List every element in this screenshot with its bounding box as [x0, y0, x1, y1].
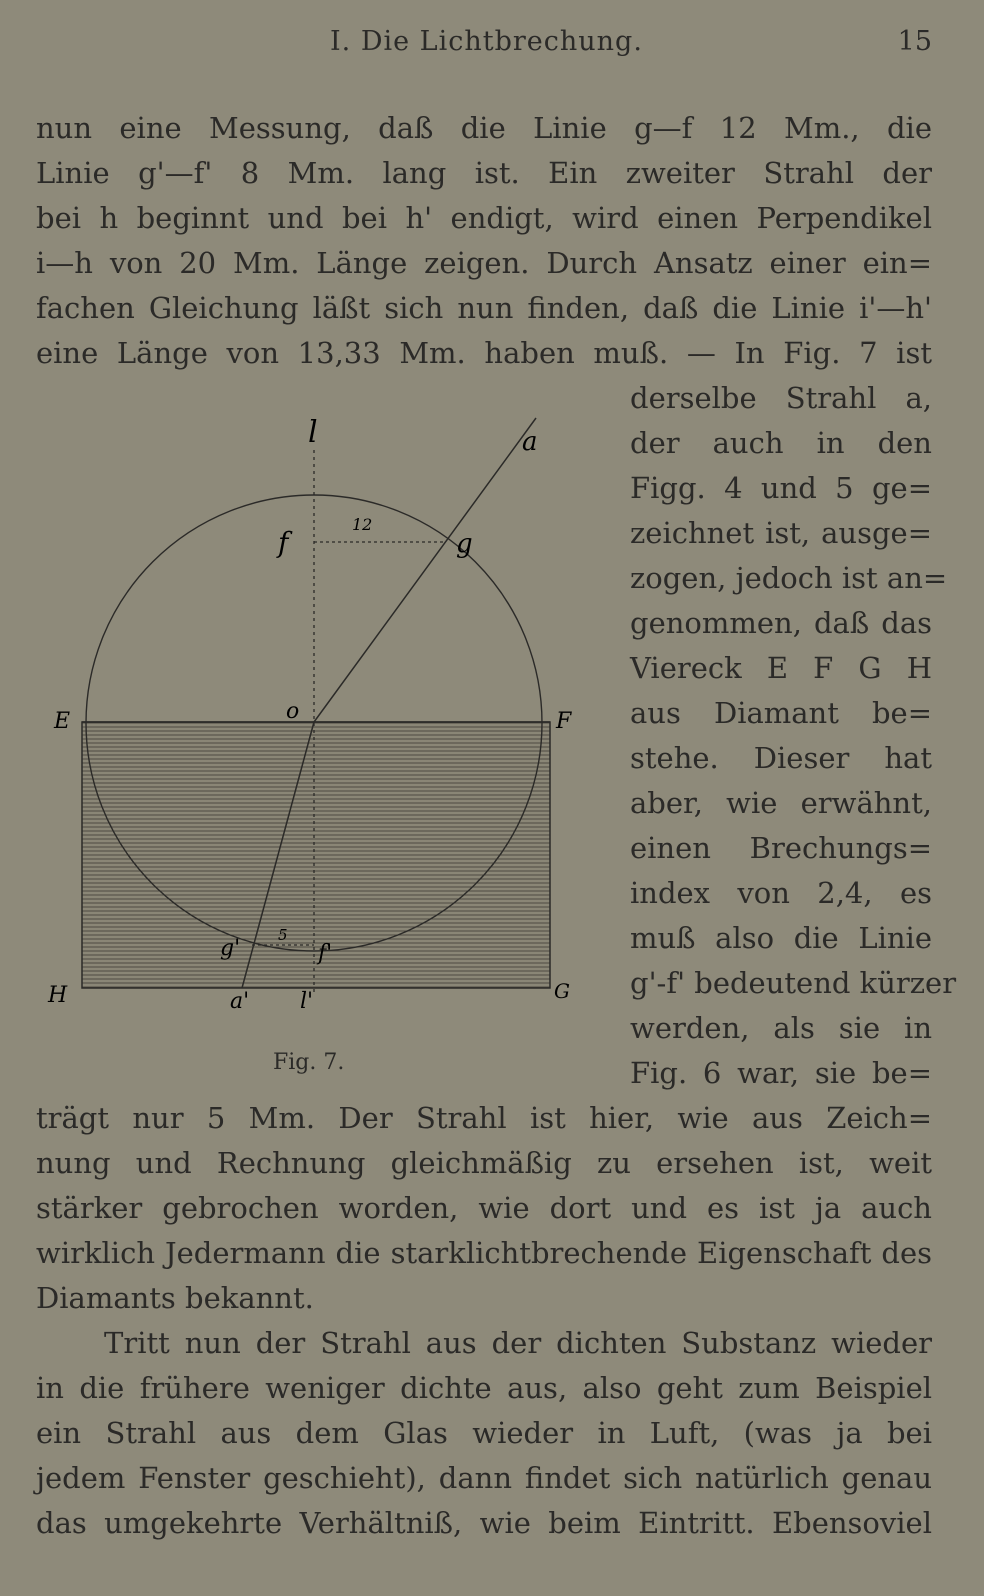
- page-number: 15: [897, 26, 932, 57]
- text-line: Figg. 4 und 5 ge=: [630, 471, 932, 505]
- label-a-prime: a': [230, 989, 250, 1014]
- incident-ray: [314, 418, 536, 722]
- label-o: o: [286, 699, 300, 724]
- label-f-prime: f': [318, 941, 333, 966]
- text-line: stehe. Dieser hat: [630, 741, 932, 775]
- text-line: in die frühere weniger dichte aus, also geht zum Beispiel: [36, 1371, 932, 1405]
- text-line: Fig. 6 war, sie be=: [630, 1056, 932, 1090]
- text-line: das umgekehrte Verhältniß, wie beim Eintritt. Ebensoviel: [36, 1506, 932, 1540]
- label-F: F: [556, 709, 572, 734]
- label-twelve: 12: [352, 515, 373, 534]
- diamond-block: [82, 722, 550, 988]
- text-line: nung und Rechnung gleichmäßig zu ersehen ist, weit: [36, 1146, 932, 1180]
- text-line: eine Länge von 13,33 Mm. haben muß. — In Fig. 7 ist: [36, 336, 932, 370]
- text-line: aber, wie erwähnt,: [630, 786, 932, 820]
- text-line: werden, als sie in: [630, 1011, 932, 1045]
- text-line: Linie g'—f' 8 Mm. lang ist. Ein zweiter Strahl der: [36, 156, 932, 190]
- text-line: jedem Fenster geschieht), dann findet sich natürlich genau: [36, 1461, 932, 1495]
- text-line: index von 2,4, es: [630, 876, 932, 910]
- page-header: [0, 26, 984, 66]
- figure-caption: Fig. 7.: [273, 1050, 345, 1075]
- label-g: g: [456, 529, 473, 559]
- text-line: zogen, jedoch ist an=: [630, 561, 948, 595]
- text-line: der auch in den: [630, 426, 932, 460]
- text-line: genommen, daß das: [630, 606, 932, 640]
- text-line: nun eine Messung, daß die Linie g—f 12 Mm., die: [36, 111, 932, 145]
- text-line: Tritt nun der Strahl aus der dichten Substanz wieder: [104, 1326, 932, 1360]
- text-line: trägt nur 5 Mm. Der Strahl ist hier, wie aus Zeich=: [36, 1101, 932, 1135]
- text-line: zeichnet ist, ausge=: [630, 516, 932, 550]
- text-line: g'-f' bedeutend kürzer: [630, 966, 957, 1000]
- text-line: derselbe Strahl a,: [630, 381, 932, 415]
- label-five: 5: [278, 926, 288, 944]
- label-l: l: [308, 415, 318, 450]
- label-g-prime: g': [220, 936, 241, 961]
- text-line: i—h von 20 Mm. Länge zeigen. Durch Ansatz einer ein=: [36, 246, 932, 280]
- text-line: muß also die Linie: [630, 921, 932, 955]
- label-E: E: [54, 709, 71, 734]
- running-title: I. Die Lichtbrechung.: [330, 26, 643, 57]
- text-line: Diamants bekannt.: [36, 1281, 314, 1315]
- label-l-prime: l': [300, 989, 314, 1014]
- text-line: aus Diamant be=: [630, 696, 932, 730]
- text-line: wirklich Jedermann die starklichtbrechende Eigenschaft des: [36, 1236, 932, 1270]
- label-f: f: [278, 526, 289, 559]
- text-line: Viereck E F G H: [630, 651, 932, 685]
- text-line: einen Brechungs=: [630, 831, 932, 865]
- figure-7-diagram: [40, 410, 620, 1090]
- label-G: G: [554, 979, 570, 1003]
- label-H: H: [48, 983, 68, 1008]
- label-a: a: [522, 427, 538, 457]
- text-line: fachen Gleichung läßt sich nun finden, daß die Linie i'—h': [36, 291, 932, 325]
- text-line: stärker gebrochen worden, wie dort und es ist ja auch: [36, 1191, 932, 1225]
- text-line: ein Strahl aus dem Glas wieder in Luft, (was ja bei: [36, 1416, 932, 1450]
- text-line: bei h beginnt und bei h' endigt, wird einen Perpendikel: [36, 201, 932, 235]
